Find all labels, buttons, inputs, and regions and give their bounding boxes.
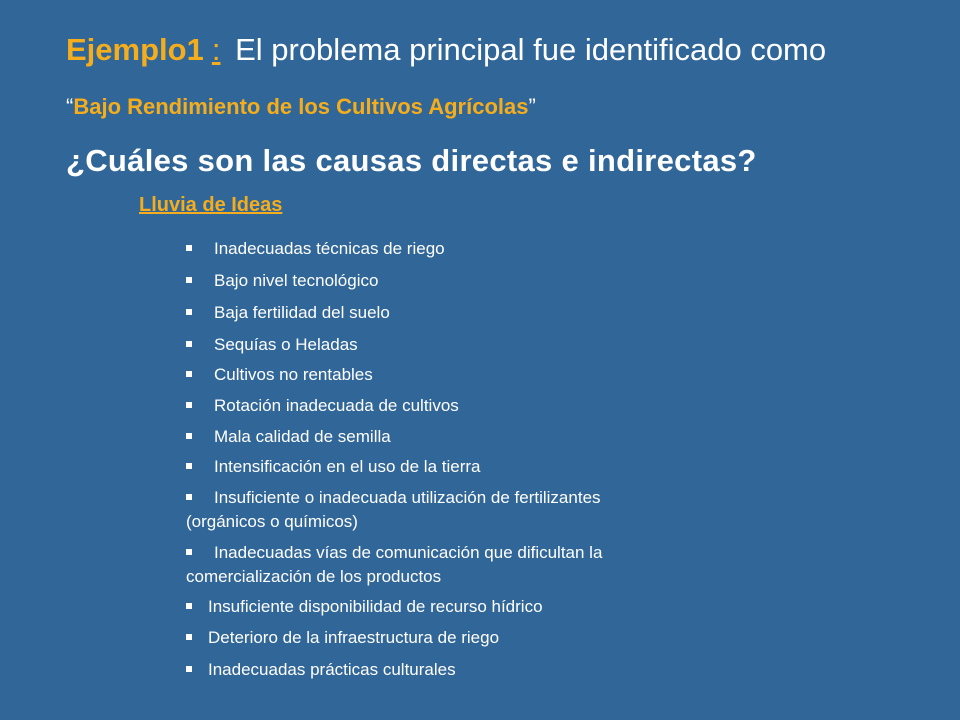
- list-item-continuation: comercialización de los productos: [186, 567, 442, 586]
- title-line: [66, 32, 826, 68]
- example-label: Ejemplo1: [66, 32, 204, 67]
- question-heading: ¿Cuáles son las causas directas e indirectas?: [66, 143, 757, 178]
- list-item: Insuficiente disponibilidad de recurso hídrico: [186, 595, 543, 619]
- square-bullet-icon: [186, 634, 192, 640]
- problem-quote: [66, 94, 536, 120]
- list-item: Cultivos no rentables: [186, 363, 373, 387]
- close-quote: ”: [528, 94, 536, 119]
- list-item: Bajo nivel tecnológico: [186, 269, 378, 293]
- square-bullet-icon: [186, 371, 192, 377]
- list-item: Baja fertilidad del suelo: [186, 301, 390, 325]
- list-item: Inadecuadas técnicas de riego: [186, 237, 445, 261]
- square-bullet-icon: [186, 245, 192, 251]
- list-item: Sequías o Heladas: [186, 333, 358, 357]
- square-bullet-icon: [186, 603, 192, 609]
- title-colon: :: [211, 32, 221, 67]
- list-item: Insuficiente o inadecuada utilización de fertilizantes (orgánicos o químicos): [186, 486, 601, 534]
- brainstorm-subtitle: Lluvia de Ideas: [139, 194, 283, 216]
- list-item-continuation: (orgánicos o químicos): [186, 512, 358, 531]
- problem-statement: El problema principal fue identificado como: [235, 32, 827, 67]
- square-bullet-icon: [186, 549, 192, 555]
- list-item: Inadecuadas prácticas culturales: [186, 658, 456, 682]
- open-quote: “: [66, 94, 74, 119]
- square-bullet-icon: [186, 433, 192, 439]
- list-item: Inadecuadas vías de comunicación que dificultan la comercialización de los productos: [186, 541, 602, 589]
- list-item: Mala calidad de semilla: [186, 425, 391, 449]
- problem-text: Bajo Rendimiento de los Cultivos Agrícolas: [73, 94, 529, 119]
- square-bullet-icon: [186, 666, 192, 672]
- square-bullet-icon: [186, 494, 192, 500]
- square-bullet-icon: [186, 341, 192, 347]
- square-bullet-icon: [186, 402, 192, 408]
- square-bullet-icon: [186, 463, 192, 469]
- square-bullet-icon: [186, 309, 192, 315]
- list-item: Rotación inadecuada de cultivos: [186, 394, 459, 418]
- square-bullet-icon: [186, 277, 192, 283]
- list-item: Deterioro de la infraestructura de riego: [186, 626, 499, 650]
- list-item: Intensificación en el uso de la tierra: [186, 455, 481, 479]
